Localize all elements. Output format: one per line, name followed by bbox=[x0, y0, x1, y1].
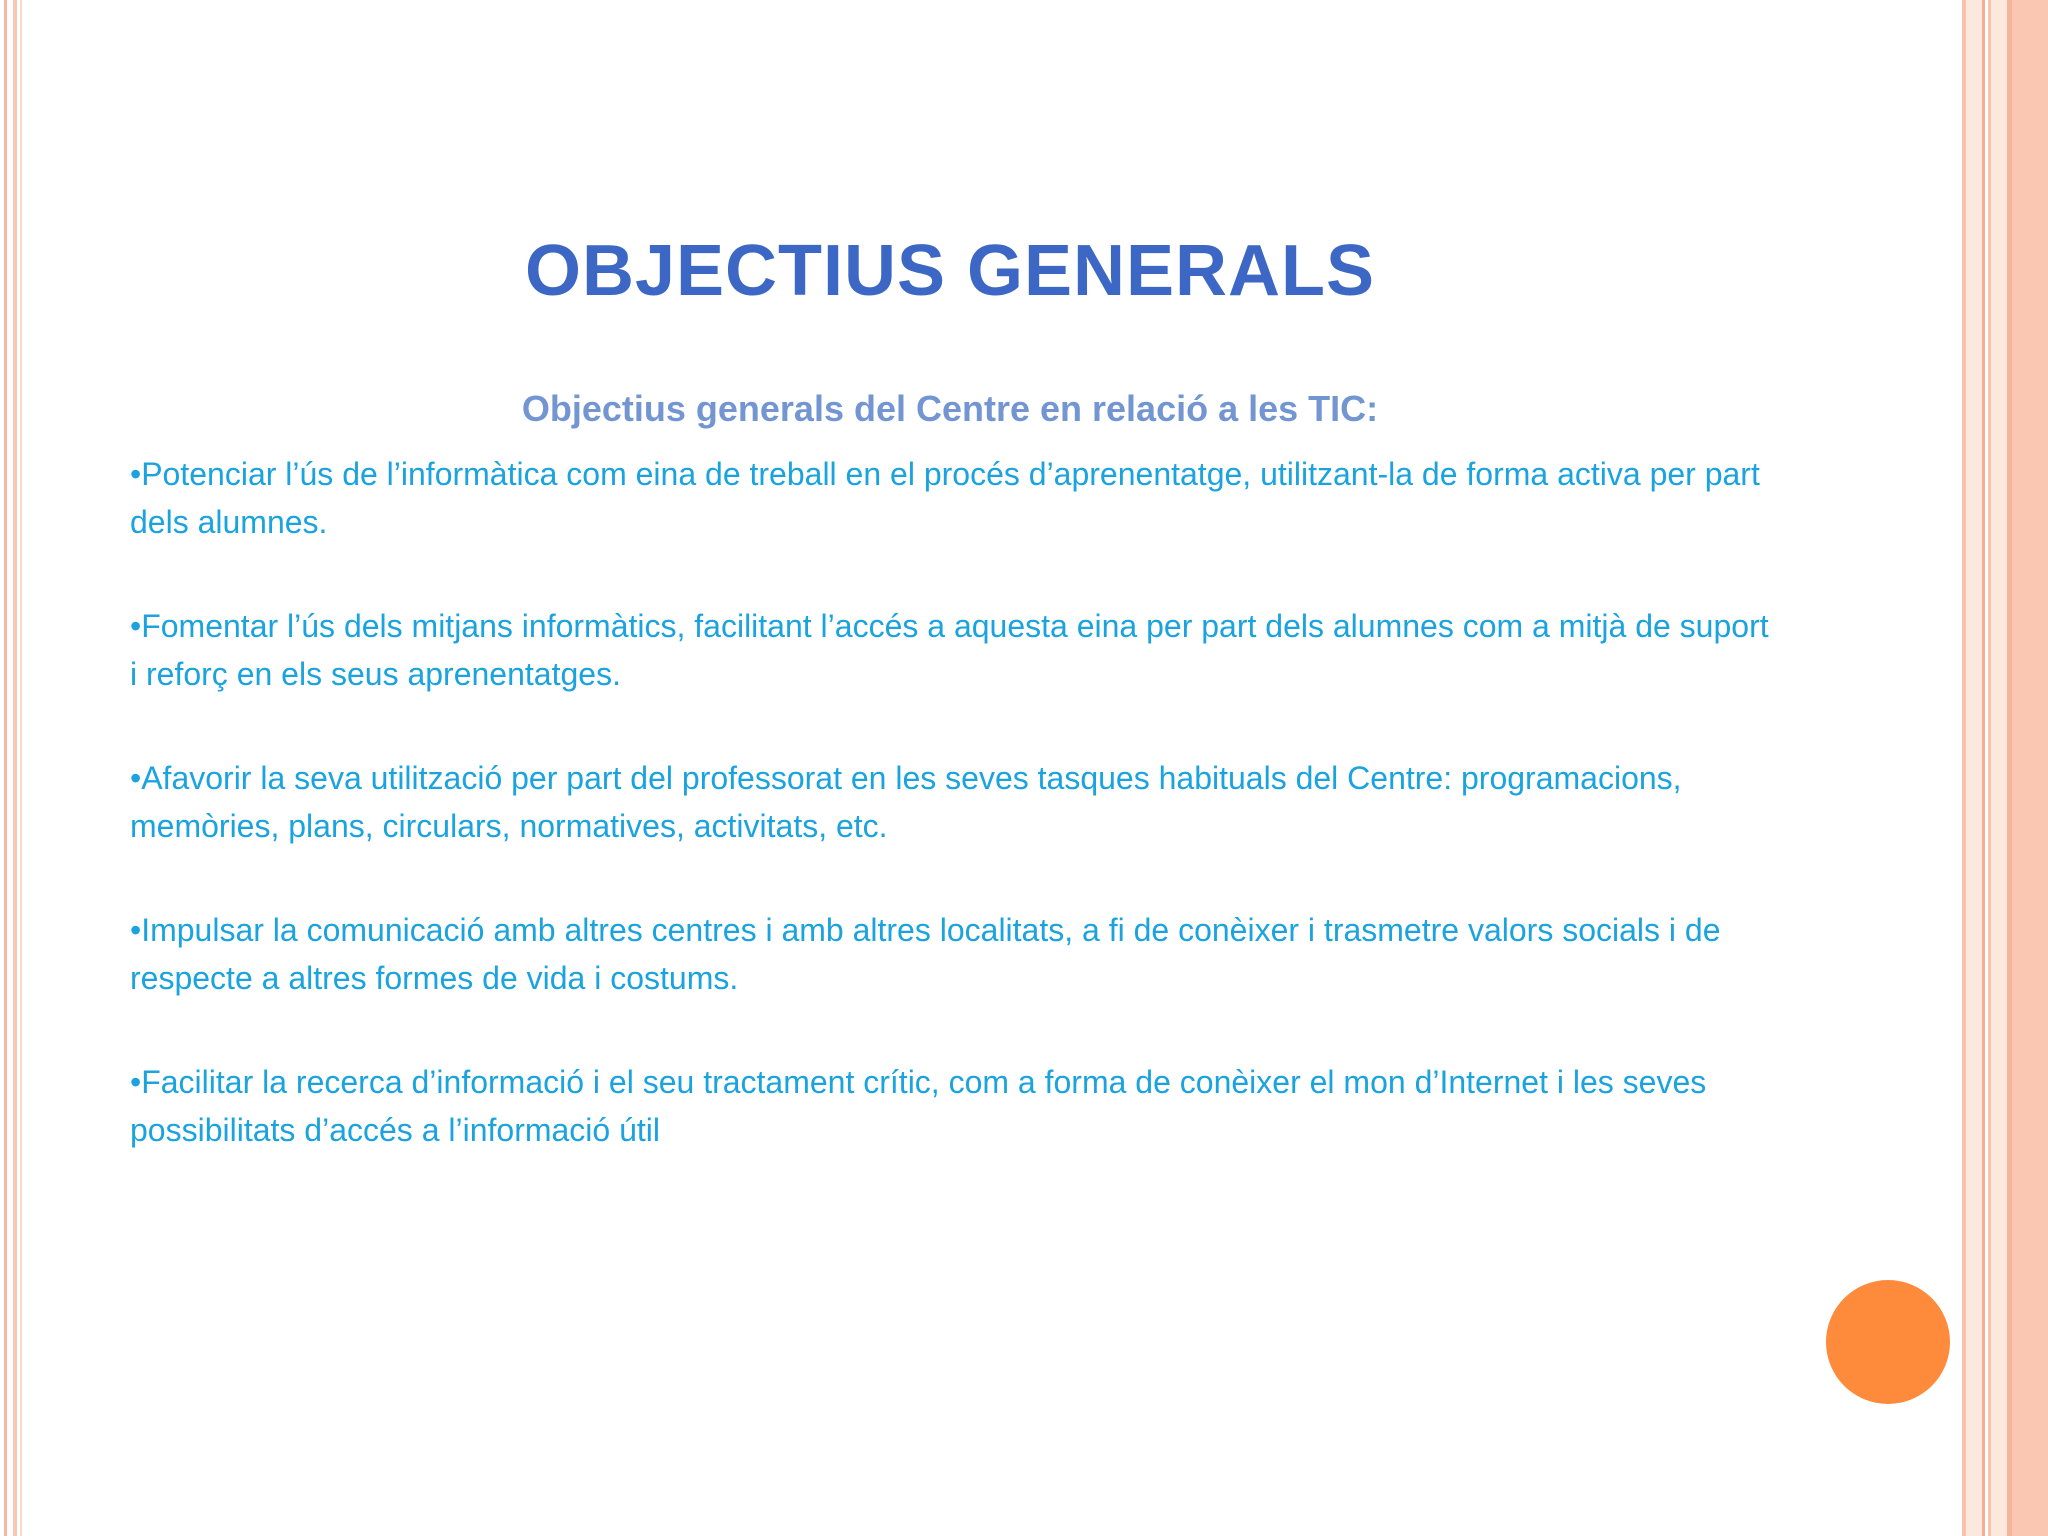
right-border-line bbox=[1982, 0, 1985, 1536]
objective-item: •Impulsar la comunicació amb altres centres i amb altres localitats, a fi de conèixer i trasmetre valors socials i de respecte a altres formes de vida i costums. bbox=[130, 912, 1721, 996]
decorative-circle bbox=[1826, 1280, 1950, 1404]
left-border-line bbox=[13, 0, 17, 1536]
objectives-list bbox=[130, 450, 1770, 1210]
left-border-line bbox=[20, 0, 22, 1536]
slide-subtitle: Objectius generals del Centre en relació a les TIC: bbox=[521, 388, 1379, 429]
objective-item: •Afavorir la seva utilització per part del professorat en les seves tasques habituals del Centre: programacions, memòries, plans, circulars, normatives, activitats, etc. bbox=[130, 760, 1682, 844]
right-border-band bbox=[1991, 0, 2007, 1536]
objective-item: •Potenciar l’ús de l’informàtica com eina de treball en el procés d’aprenentatge, utilitzant-la de forma activa per part dels alumnes. bbox=[130, 456, 1760, 540]
objective-item: •Fomentar l’ús dels mitjans informàtics, facilitant l’accés a aquesta eina per part dels alumnes com a mitjà de suport i reforç en els seus aprenentatges. bbox=[130, 608, 1769, 692]
right-border-band bbox=[1966, 0, 1982, 1536]
objective-item: •Facilitar la recerca d’informació i el seu tractament crític, com a forma de conèixer el mon d’Internet i les seves possibilitats d’accés a l’informació útil bbox=[130, 1064, 1707, 1148]
slide-title: OBJECTIUS GENERALS bbox=[524, 231, 1376, 311]
left-border-line bbox=[4, 0, 7, 1536]
right-border-band bbox=[2012, 0, 2048, 1536]
